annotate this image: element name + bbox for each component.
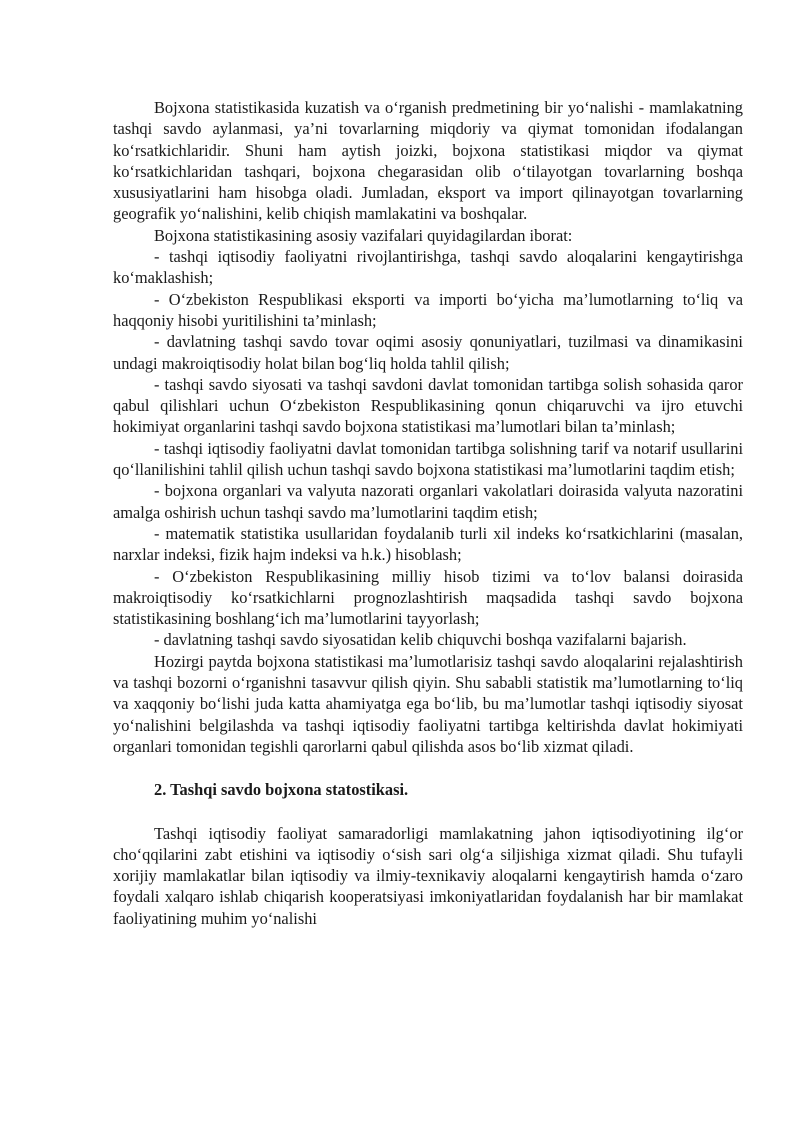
paragraph-tasks-intro: Bojxona statistikasining asosiy vazifalari quyidagilardan iborat: [154, 225, 573, 245]
list-item-task-7: - matematik statistika usullaridan foydalanib turli xil indeks ko‘rsatkichlarini (masalan, narxlar indeksi, fizik hajm indeksi va h.k.) hisoblash; [113, 523, 743, 565]
list-item-task-1: - tashqi iqtisodiy faoliyatni rivojlantirishga, tashqi savdo aloqalarini kengaytirishga ko‘maklashish; [113, 247, 743, 288]
section-heading: 2. Tashqi savdo bojxona statostikasi. [154, 780, 409, 800]
paragraph-intro: Bojxona statistikasida kuzatish va o‘rganish predmetining bir yo‘nalishi - mamlakatning tashqi savdo aylanmasi, ya’ni tovarlarning miqdoriy va qiymat tomonidan ifodalangan ko‘rsatkichlaridir. Shuni ham aytish joizki, bojxona statistikasi miqdor va qiymat ko‘rsatkichlaridan tashqari, bojxona chegarasidan olib o‘tilayotgan tovarlarning boshqa xususiyatlarini ham hisobga oladi. Jumladan, eksport va import qilinayotgan tovarlarning geografik yo‘nalishini, kelib chiqish mamlakatini va boshqalar. [113, 98, 743, 224]
list-item-task-4: - tashqi savdo siyosati va tashqi savdoni davlat tomonidan tartibga solish sohasida qaror qabul qilishlari uchun O‘zbekiston Respublikasining qonun chiqaruvchi va ijro etuvchi hokimiyat organlarini tashqi savdo bojxona statistikasi ma’lumotlari bilan ta’minlash; [113, 374, 743, 437]
paragraph-conclusion: Hozirgi paytda bojxona statistikasi ma’lumotlarisiz tashqi savdo aloqalarini rejalashtirish va tashqi bozorni o‘rganishni tasavvur qilish qiyin. Shu sababli statistik ma’lumotlarning to‘liq va xaqqoniy bo‘lishi juda katta ahamiyatga ega bo‘lib, bu ma’lumotlar tashqi iqtisodiy siyosat yo‘nalishini belgilashda va tashqi iqtisodiy faoliyatni tartibga keltirishda davlat hokimiyati organlari tomonidan tegishli qarorlarni qabul qilishda asos bo‘lib xizmat qiladi. [113, 651, 743, 756]
document-page [113, 97, 743, 929]
list-item-task-8: - O‘zbekiston Respublikasining milliy hisob tizimi va to‘lov balansi doirasida makroiqtisodiy ko‘rsatkichlarni prognozlashtirish maqsadida tashqi savdo bojxona statistikasining boshlang‘ich ma’lumotlarini tayyorlash; [113, 566, 743, 629]
list-item-task-6: - bojxona organlari va valyuta nazorati organlari vakolatlari doirasida valyuta nazoratini amalga oshirish uchun tashqi savdo ma’lumotlarini taqdim etish; [113, 481, 743, 522]
list-item-task-2: - O‘zbekiston Respublikasi eksporti va importi bo‘yicha ma’lumotlarning to‘liq va haqqoniy hisobi yuritilishini ta’minlash; [113, 289, 743, 330]
list-item-task-3: - davlatning tashqi savdo tovar oqimi asosiy qonuniyatlari, tuzilmasi va dinamikasini undagi makroiqtisodiy holat bilan bog‘liq holda tahlil qilish; [113, 332, 743, 373]
list-item-task-5: - tashqi iqtisodiy faoliyatni davlat tomonidan tartibga solishning tarif va notarif usullarini qo‘llanilishini tahlil qilish uchun tashqi savdo bojxona statistikasi ma’lumotlarini taqdim etish; [113, 438, 743, 480]
list-item-task-9: - davlatning tashqi savdo siyosatidan kelib chiquvchi boshqa vazifalarni bajarish. [154, 630, 687, 650]
paragraph-section-2: Tashqi iqtisodiy faoliyat samaradorligi mamlakatning jahon iqtisodiyotining ilg‘or cho‘qqilarini zabt etishini va iqtisodiy o‘sish sari olg‘a siljishiga xizmat qiladi. Shu tufayli xorijiy mamlakatlar bilan iqtisodiy va ilmiy-texnikaviy aloqalarni kengaytirish hamda o‘zaro foydali xalqaro ishlab chiqarish kooperatsiyasi imkoniyatlaridan foydalanish har bir mamlakat faoliyatining muhim yo‘nalishi [113, 823, 743, 928]
